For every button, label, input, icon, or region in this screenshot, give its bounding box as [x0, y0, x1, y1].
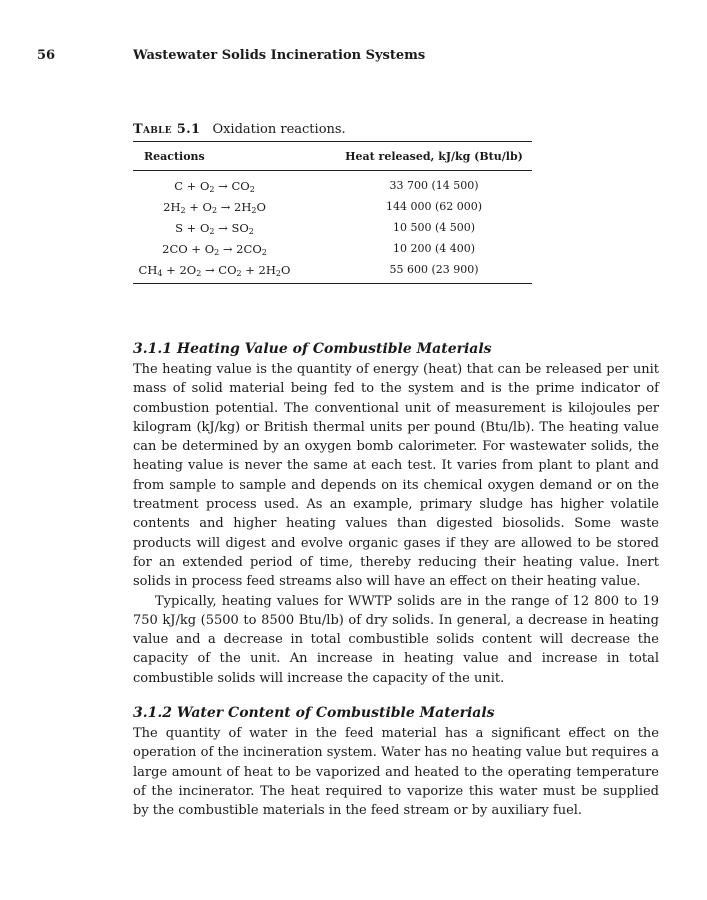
- paragraph: The heating value is the quantity of energy (heat) that can be released per unit mass of solid material being fed to the system and is the prime indicator of combustion potential. The conventional unit of measurement is kilojoules per kilogram (kJ/kg) or British thermal units per pound (Btu/lb). The heating value can be determined by an oxygen bomb calorimeter. For wastewater solids, the heating value is never the same at each test. It varies from plant to plant and from sample to sample and depends on its chemical oxygen demand or on the treatment process used. As an example, primary sludge has higher volatile contents and higher heating values than digested biosolids. Some waste products will digest and evolve organic gases if they are allowed to be stored for an extended period of time, thereby reducing their heating value. Inert solids in process feed streams also will have an effect on their heating value.: [133, 362, 659, 590]
- table-title: Oxidation reactions.: [212, 122, 346, 137]
- heat-cell: 144 000 (62 000): [385, 200, 483, 213]
- heat-cell: 55 600 (23 900): [296, 259, 532, 284]
- section-heading: 3.1.2 Water Content of Combustible Materials: [133, 705, 495, 721]
- running-header: [0, 48, 707, 68]
- heat-cell: 33 700 (14 500): [389, 179, 479, 192]
- paragraph: The quantity of water in the feed material has a significant effect on the operation of the incineration system. Water has no heating value but requires a large amount of heat to be vaporized and heated to the operating temperature of the incinerator. The heat required to vaporize this water must be supplied by the combustible materials in the feed stream or by auxiliary fuel.: [133, 726, 659, 819]
- section-heating-value: [133, 338, 659, 688]
- table-row: [133, 259, 532, 284]
- column-header-reactions: Reactions: [133, 142, 296, 171]
- oxidation-table: [133, 141, 532, 284]
- running-title: Wastewater Solids Incineration Systems: [133, 48, 426, 63]
- table-row: [133, 217, 532, 238]
- table-row: [133, 171, 532, 197]
- paragraph: Typically, heating values for WWTP solids are in the range of 12 800 to 19 750 kJ/kg (5500 to 8500 Btu/lb) of dry solids. In general, a decrease in heating value and a decrease in total combustible solids content will decrease the capacity of the unit. An increase in heating value and increase in total combustible solids will increase the capacity of the unit.: [133, 593, 659, 686]
- reaction-cell: $CH_4 + 2O_2 \to CO_2 + 2H_2O$: [133, 259, 296, 284]
- heat-cell: 10 200 (4 400): [392, 242, 476, 255]
- table-caption: [133, 122, 346, 137]
- section-heading: 3.1.1 Heating Value of Combustible Materials: [133, 341, 492, 357]
- table-row: [133, 196, 532, 217]
- section-water-content: [133, 702, 659, 820]
- reaction-cell: $C + O_2 \to CO_2$: [174, 178, 255, 194]
- page-number: 56: [37, 48, 56, 63]
- reaction-cell: $S + O_2 \to SO_2$: [175, 220, 254, 236]
- table-header-row: [133, 142, 532, 171]
- heat-cell: 10 500 (4 500): [392, 221, 476, 234]
- table-label: Table 5.1: [133, 122, 201, 137]
- table-row: [133, 238, 532, 259]
- reaction-cell: $2H_2 + O_2 \to 2H_2O$: [163, 199, 266, 215]
- column-header-heat: Heat released, kJ/kg (Btu/lb): [296, 142, 532, 171]
- reaction-cell: $2CO + O_2 \to 2CO_2$: [162, 241, 267, 257]
